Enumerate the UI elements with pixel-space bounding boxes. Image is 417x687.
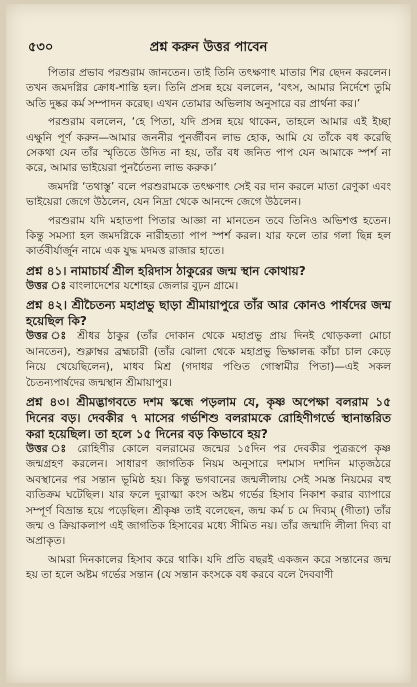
- page-number: ৫৩০: [28, 40, 54, 55]
- answer: [26, 442, 391, 550]
- book-page: [6, 4, 411, 683]
- paragraph: পিতার প্রভাব পরশুরাম জানতেন। তাই তিনি তৎক্ষণাৎ মাতার শির ছেদন করলেন। তখন জমদগ্নির ক্রোধ-শান্তি হল। তিনি প্রসন্ন হয়ে বললেন, ‘বৎস, আমার নির্দেশে তুমি অতি দুষ্কর কর্ম সম্পাদন করেছ। এখন তোমার অভিলাষ অনুসারে বর প্রার্থনা কর।’: [26, 67, 391, 110]
- answer-label: উত্তর ঃ: [26, 330, 71, 343]
- paragraph: পরশুরাম যদি মহাতপা পিতার আজ্ঞা না মানতেন তবে তিনিও অভিশপ্ত হতেন। কিন্তু সমস্যা হল জমদগ্নিকে নারীহত্যা পাপ স্পর্শ করল। যার ফলে তার গলা ছিন্ন হল কার্তবীর্যার্জুন নামে এক যুদ্ধ মদমত্ত রাজার হাতে।: [26, 214, 391, 258]
- answer-text: রোহিণীর কোলে বলরামের জন্মের ১৫দিন পর দেবকীর পুত্ররূপে কৃষ্ণ জন্মগ্রহণ করলেন। সাধারণ জাগতিক নিয়ম অনুসারে দশমাস দশদিন মাতৃজঠরে অবস্থানের পর সন্তান ভূমিষ্ঠ হয়। কিন্তু ভগবানের জন্মলীলায় সেই সমস্ত নিয়মের বহু ব্যতিক্রম ঘটেছিল। যার ফলে দুরাত্মা কংস অষ্টম গর্ভের হিসাব নিকাশ করার ব্যাপারে সম্পূর্ণ বিভ্রান্ত হয়ে পড়েছিল। শ্রীকৃষ্ণ তাই বলেছেন, জন্ম কর্ম চ মে দিব্যম্ (গীতা) তাঁর জন্ম ও ক্রিয়াকলাপ এই জাগতিক হিসাবের মধ্যে সীমিত নয়। তাঁর জন্মাদি লীলা দিব্য বা অপ্রাকৃত।: [26, 442, 391, 548]
- page-header: [28, 38, 389, 58]
- question: প্রশ্ন ৪১। নামাচার্য শ্রীল হরিদাস ঠাকুরের জন্ম স্থান কোথায়?: [26, 263, 306, 278]
- page-body: [26, 66, 391, 587]
- qa-block: [26, 263, 391, 294]
- paragraph: পরশুরাম বললেন, ‘হে পিতা, যদি প্রসন্ন হয়ে থাকেন, তাহলে আমার এই ইচ্ছা এক্ষুনি পূর্ণ করুন—আমার জননীর পুনর্জীবন লাভ হোক, আমি যে তাঁকে বধ করেছি সেকথা যেন তাঁর স্মৃতিতে উদিত না হয়, তাঁর বধ জনিত পাপ যেন আমাকে স্পর্শ না করে, আমার ভাইয়েরা পুনর্চৈতন্য লাভ করুক।’: [26, 116, 391, 175]
- qa-block: [26, 297, 391, 391]
- answer: [26, 329, 391, 391]
- answer: [26, 279, 391, 294]
- qa-block: [26, 394, 391, 550]
- paragraph: জমদগ্নি ‘তথাস্তু’ বলে পরশুরামকে তৎক্ষণাৎ সেই বর দান করলে মাতা রেণুকা এবং ভাইয়েরা জেগে উঠলেন, যেন নিদ্রা থেকে আনন্দে জেগে উঠলেন।: [26, 180, 391, 209]
- answer-text: শ্রীধর ঠাকুর (তাঁর দোকান থেকে মহাপ্রভু প্রায় দিনই থোড়কলা মোচা আনতেন), শুক্লাম্বর ব্রহ্মচারী (তাঁর ঝোলা থেকে মহাপ্রভু ভিক্ষালব্ধ কাঁচা চাল কেড়ে নিয়ে খেয়েছিলেন), মাধব মিশ্র (গদাধর পণ্ডিত গোস্বামীর পিতা)—এই সকল চৈতন্যপার্ষদের জন্মস্থান শ্রীমায়াপুর।: [26, 330, 391, 389]
- question: প্রশ্ন ৪৩। শ্রীমদ্ভাগবতে দশম স্কন্ধে পড়লাম যে, কৃষ্ণ অপেক্ষা বলরাম ১৫ দিনের বড়। দেবকীর ৭ মাসের গর্ভশিশু বলরামকে রোহিণীগর্ভে স্থানান্তরিত করা হয়েছিল। তা হলে ১৫ দিনের বড় কিভাবে হয়?: [26, 394, 391, 441]
- paragraph: আমরা দিনকালের হিসাব করে থাকি। যদি প্রতি বছরই একজন করে সন্তানের জন্ম হয় তা হলে অষ্টম গর্ভের সন্তান (যে সন্তান কংসকে বধ করবে বলে দৈববাণী: [26, 553, 391, 582]
- answer-text: বাংলাদেশের যশোহর জেলার বুঢ়ন গ্রামে।: [69, 279, 239, 292]
- answer-label: উত্তর ঃ: [26, 279, 67, 292]
- answer-label: উত্তর ঃ: [26, 442, 71, 455]
- question: প্রশ্ন ৪২। শ্রীচৈতন্য মহাপ্রভু ছাড়া শ্রীমায়াপুরে তাঁর আর কোনও পার্ষদের জন্ম হয়েছিল কি?: [26, 298, 391, 329]
- page-title: প্রশ্ন করুন উত্তর পাবেন: [149, 40, 268, 55]
